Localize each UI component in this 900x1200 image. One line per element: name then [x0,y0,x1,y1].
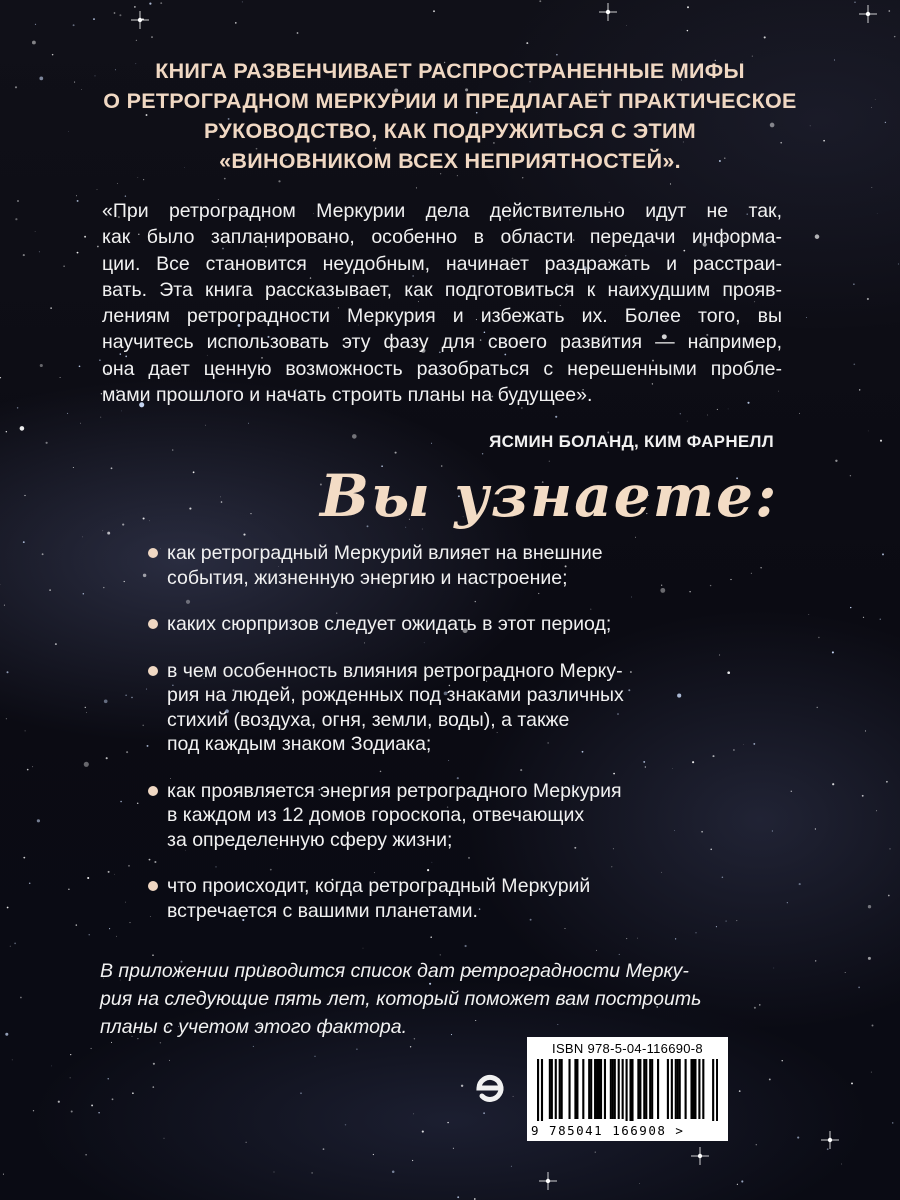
quote-line: научитесь использовать эту фазу для своего развития — например, [102,331,782,354]
bullet-line: как проявляется энергия ретроградного Меркурия [167,779,622,802]
bullet-item [148,612,748,637]
bullet-line: встречается с вашими планетами. [167,899,478,922]
bullet-dot-icon [148,619,158,629]
bullet-dot-icon [148,548,158,558]
bullet-line: стихий (воздуха, огня, земли, воды), а также [167,708,570,731]
bullet-item [148,779,748,853]
quote-line: ции. Все становится неудобным, начинает раздражать и расстраи- [102,252,782,275]
bullet-line: в каждом из 12 домов гороскопа, отвечающих [167,804,585,826]
headline-line: «ВИНОВНИКОМ ВСЕХ НЕПРИЯТНОСТЕЙ». [219,149,681,173]
quote-line: она дает ценную возможность разобраться с нерешенными пробле- [102,357,782,380]
publisher-logo-icon [468,1066,512,1110]
bullet-line: под каждым знаком Зодиака; [167,733,432,755]
sparkle-star-icon [131,11,149,29]
sparkle-star-icon [691,1147,709,1165]
bullet-line: за определенную сферу жизни; [167,828,453,851]
quote [102,198,782,408]
quote-line: как было запланировано, особенно в области передачи информа- [102,226,782,249]
bullet-dot-icon [148,881,158,891]
bullet-line: каких сюрпризов следует ожидать в этот период; [167,613,612,635]
bullet-item [148,541,748,590]
bullet-dot-icon [148,786,158,796]
sparkle-star-icon [821,1131,839,1149]
quote-line: «При ретроградном Меркурии дела действительно идут не так, [102,200,782,222]
authors: ЯСМИН БОЛАНД, КИМ ФАРНЕЛЛ [489,432,774,451]
bullet-line: что происходит, когда ретроградный Меркурий [167,875,591,897]
barcode-digits: 9 785041 166908 > [531,1123,685,1138]
bullet-line: рия на людей, рожденных под знаками различных [167,684,624,706]
appendix-line: планы с учетом этого фактора. [100,1016,408,1038]
sparkle-star-icon [599,3,617,21]
isbn-number: ISBN 978-5-04-116690-8 [552,1041,703,1056]
sparkle-star-icon [539,1172,557,1190]
quote-line: лениям ретроградности Меркурия и избежать их. Более того, вы [102,305,782,328]
learn-title: Вы узнаете: [320,462,779,530]
appendix-note [100,957,780,1041]
bullet-item [148,659,748,757]
bullet-item [148,874,748,923]
bullet-line: в чем особенность влияния ретроградного Мерку- [167,659,623,682]
bullet-dot-icon [148,666,158,676]
barcode-bars [537,1059,718,1121]
headline-line: КНИГА РАЗВЕНЧИВАЕТ РАСПРОСТРАНЕННЫЕ МИФЫ [155,59,745,83]
appendix-line: рия на следующие пять лет, который поможет вам построить [100,988,702,1010]
bullet-line: как ретроградный Меркурий влияет на внешние [167,542,603,564]
headline-line: О РЕТРОГРАДНОМ МЕРКУРИИ И ПРЕДЛАГАЕТ ПРАКТИЧЕСКОЕ [103,89,797,113]
isbn-barcode [527,1037,728,1141]
bullet-line: события, жизненную энергию и настроение; [167,566,568,589]
quote-line: вать. Эта книга рассказывает, как подготовиться к наихудшим прояв- [102,278,782,301]
headline [100,56,800,176]
bullet-list [148,541,748,923]
sparkle-star-icon [859,5,877,23]
appendix-line: В приложении приводится список дат ретроградности Мерку- [100,960,689,982]
quote-line: мами прошлого и начать строить планы на будущее». [102,384,593,407]
headline-line: РУКОВОДСТВО, КАК ПОДРУЖИТЬСЯ С ЭТИМ [204,119,696,143]
